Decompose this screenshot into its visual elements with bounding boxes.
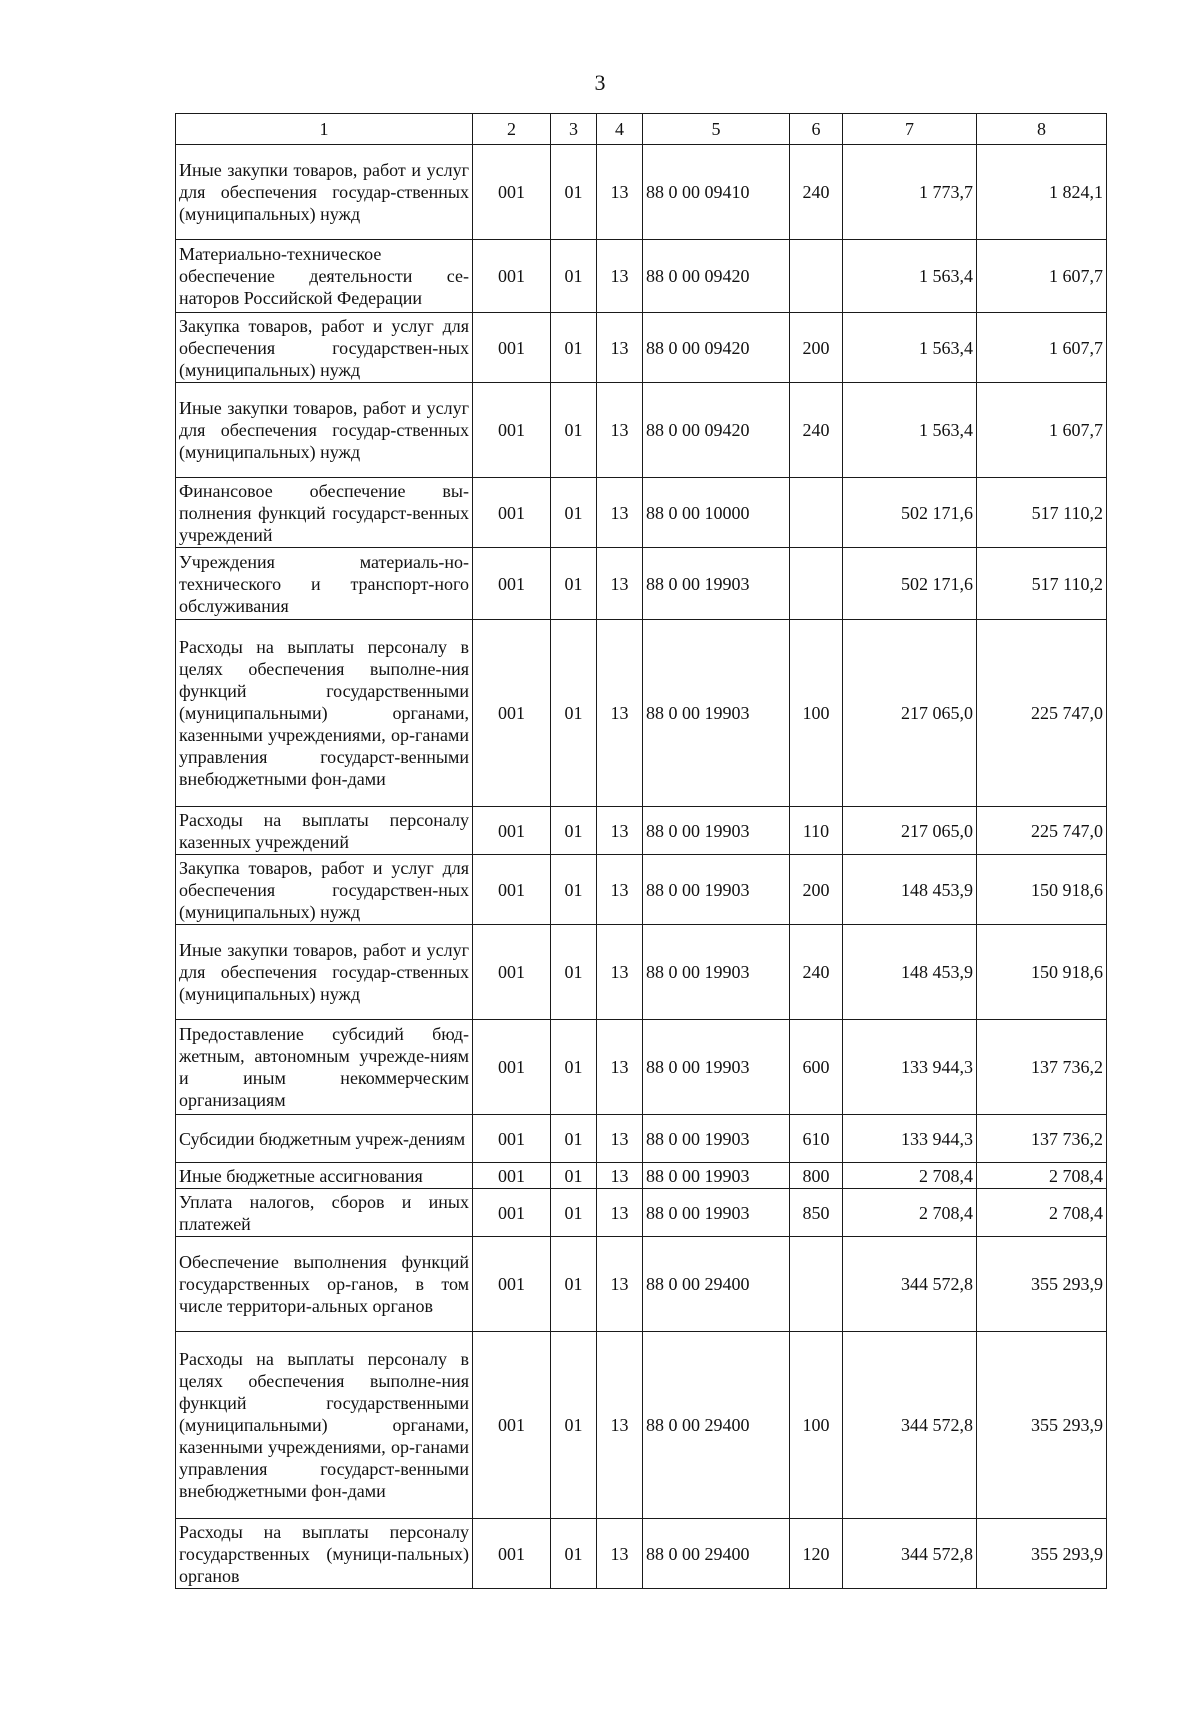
ministry-code-cell: 001	[473, 145, 551, 240]
amount-cell-col7: 502 171,6	[843, 478, 977, 548]
amount-cell-col8: 137 736,2	[977, 1115, 1107, 1163]
subsection-code-cell: 13	[597, 1163, 643, 1189]
expense-type-cell: 850	[790, 1189, 843, 1237]
subsection-code-cell: 13	[597, 1189, 643, 1237]
amount-cell-col8: 517 110,2	[977, 548, 1107, 620]
row-name-cell: Закупка товаров, работ и услуг для обеспечения государствен-ных (муниципальных) нужд	[176, 855, 473, 925]
section-code-cell: 01	[551, 1189, 597, 1237]
expense-type-cell	[790, 478, 843, 548]
row-name-cell: Расходы на выплаты персоналу казенных учреждений	[176, 807, 473, 855]
row-name-cell: Предоставление субсидий бюд-жетным, автономным учрежде-ниям и иным некоммерческим организациям	[176, 1020, 473, 1115]
amount-cell-col8: 225 747,0	[977, 807, 1107, 855]
target-article-cell: 88 0 00 09420	[643, 313, 790, 383]
amount-cell-col7: 148 453,9	[843, 925, 977, 1020]
target-article-cell: 88 0 00 19903	[643, 1020, 790, 1115]
target-article-cell: 88 0 00 09420	[643, 383, 790, 478]
table-row	[176, 1163, 1107, 1189]
section-code-cell: 01	[551, 925, 597, 1020]
ministry-code-cell: 001	[473, 1163, 551, 1189]
section-code-cell: 01	[551, 807, 597, 855]
column-header: 5	[643, 114, 790, 145]
expense-type-cell: 200	[790, 855, 843, 925]
table-row	[176, 383, 1107, 478]
column-header: 2	[473, 114, 551, 145]
expense-type-cell: 240	[790, 925, 843, 1020]
section-code-cell: 01	[551, 1115, 597, 1163]
expense-type-cell	[790, 240, 843, 313]
ministry-code-cell: 001	[473, 1519, 551, 1589]
column-header: 4	[597, 114, 643, 145]
section-code-cell: 01	[551, 620, 597, 807]
row-name-cell: Финансовое обеспечение вы-полнения функций государст-венных учреждений	[176, 478, 473, 548]
section-code-cell: 01	[551, 383, 597, 478]
table-row	[176, 1115, 1107, 1163]
target-article-cell: 88 0 00 19903	[643, 620, 790, 807]
row-name-cell: Иные закупки товаров, работ и услуг для обеспечения государ-ственных (муниципальных) нужд	[176, 145, 473, 240]
ministry-code-cell: 001	[473, 383, 551, 478]
amount-cell-col7: 2 708,4	[843, 1163, 977, 1189]
ministry-code-cell: 001	[473, 1332, 551, 1519]
amount-cell-col7: 217 065,0	[843, 807, 977, 855]
column-header: 6	[790, 114, 843, 145]
subsection-code-cell: 13	[597, 383, 643, 478]
amount-cell-col8: 2 708,4	[977, 1189, 1107, 1237]
expense-type-cell: 100	[790, 1332, 843, 1519]
amount-cell-col7: 148 453,9	[843, 855, 977, 925]
section-code-cell: 01	[551, 1519, 597, 1589]
target-article-cell: 88 0 00 29400	[643, 1237, 790, 1332]
row-name-cell: Иные закупки товаров, работ и услуг для обеспечения государ-ственных (муниципальных) нужд	[176, 925, 473, 1020]
subsection-code-cell: 13	[597, 478, 643, 548]
amount-cell-col8: 1 607,7	[977, 383, 1107, 478]
row-name-cell: Расходы на выплаты персоналу в целях обеспечения выполне-ния функций государственными (муниципальными) органами, казенными учреждениями, ор-ганами управления государст-венными внебюджетными фон-дами	[176, 1332, 473, 1519]
expense-type-cell: 600	[790, 1020, 843, 1115]
target-article-cell: 88 0 00 19903	[643, 807, 790, 855]
table-body	[176, 145, 1107, 1589]
target-article-cell: 88 0 00 19903	[643, 548, 790, 620]
amount-cell-col8: 517 110,2	[977, 478, 1107, 548]
page-number: 3	[594, 70, 606, 95]
table-row	[176, 313, 1107, 383]
subsection-code-cell: 13	[597, 1237, 643, 1332]
section-code-cell: 01	[551, 1020, 597, 1115]
table-header-row	[176, 114, 1107, 145]
ministry-code-cell: 001	[473, 1115, 551, 1163]
section-code-cell: 01	[551, 478, 597, 548]
table-row	[176, 145, 1107, 240]
subsection-code-cell: 13	[597, 1115, 643, 1163]
amount-cell-col8: 150 918,6	[977, 855, 1107, 925]
column-header: 1	[176, 114, 473, 145]
section-code-cell: 01	[551, 145, 597, 240]
ministry-code-cell: 001	[473, 1020, 551, 1115]
expense-type-cell	[790, 548, 843, 620]
ministry-code-cell: 001	[473, 478, 551, 548]
subsection-code-cell: 13	[597, 807, 643, 855]
table-row	[176, 855, 1107, 925]
expense-type-cell	[790, 1237, 843, 1332]
amount-cell-col8: 1 824,1	[977, 145, 1107, 240]
row-name-cell: Закупка товаров, работ и услуг для обеспечения государствен-ных (муниципальных) нужд	[176, 313, 473, 383]
row-name-cell: Расходы на выплаты персоналу государственных (муници-пальных) органов	[176, 1519, 473, 1589]
column-header: 3	[551, 114, 597, 145]
subsection-code-cell: 13	[597, 1020, 643, 1115]
amount-cell-col7: 2 708,4	[843, 1189, 977, 1237]
amount-cell-col7: 133 944,3	[843, 1115, 977, 1163]
amount-cell-col7: 217 065,0	[843, 620, 977, 807]
amount-cell-col8: 355 293,9	[977, 1237, 1107, 1332]
amount-cell-col8: 355 293,9	[977, 1519, 1107, 1589]
amount-cell-col7: 1 563,4	[843, 383, 977, 478]
amount-cell-col8: 355 293,9	[977, 1332, 1107, 1519]
target-article-cell: 88 0 00 19903	[643, 925, 790, 1020]
subsection-code-cell: 13	[597, 1519, 643, 1589]
table-row	[176, 1332, 1107, 1519]
table-row	[176, 1237, 1107, 1332]
subsection-code-cell: 13	[597, 1332, 643, 1519]
column-header: 7	[843, 114, 977, 145]
amount-cell-col8: 1 607,7	[977, 240, 1107, 313]
amount-cell-col8: 2 708,4	[977, 1163, 1107, 1189]
section-code-cell: 01	[551, 855, 597, 925]
ministry-code-cell: 001	[473, 240, 551, 313]
target-article-cell: 88 0 00 19903	[643, 1163, 790, 1189]
expense-type-cell: 240	[790, 383, 843, 478]
table-row	[176, 1189, 1107, 1237]
expense-type-cell: 200	[790, 313, 843, 383]
target-article-cell: 88 0 00 19903	[643, 1115, 790, 1163]
ministry-code-cell: 001	[473, 855, 551, 925]
amount-cell-col8: 1 607,7	[977, 313, 1107, 383]
row-name-cell: Учреждения материаль-но-технического и транспорт-ного обслуживания	[176, 548, 473, 620]
amount-cell-col8: 225 747,0	[977, 620, 1107, 807]
target-article-cell: 88 0 00 09420	[643, 240, 790, 313]
ministry-code-cell: 001	[473, 925, 551, 1020]
subsection-code-cell: 13	[597, 925, 643, 1020]
target-article-cell: 88 0 00 29400	[643, 1332, 790, 1519]
section-code-cell: 01	[551, 1237, 597, 1332]
section-code-cell: 01	[551, 240, 597, 313]
amount-cell-col7: 1 773,7	[843, 145, 977, 240]
row-name-cell: Обеспечение выполнения функций государственных ор-ганов, в том числе территори-альных органов	[176, 1237, 473, 1332]
subsection-code-cell: 13	[597, 855, 643, 925]
subsection-code-cell: 13	[597, 548, 643, 620]
ministry-code-cell: 001	[473, 548, 551, 620]
amount-cell-col7: 502 171,6	[843, 548, 977, 620]
table-row	[176, 807, 1107, 855]
row-name-cell: Иные бюджетные ассигнования	[176, 1163, 473, 1189]
column-header: 8	[977, 114, 1107, 145]
target-article-cell: 88 0 00 29400	[643, 1519, 790, 1589]
amount-cell-col8: 150 918,6	[977, 925, 1107, 1020]
section-code-cell: 01	[551, 548, 597, 620]
row-name-cell: Субсидии бюджетным учреж-дениям	[176, 1115, 473, 1163]
table-row	[176, 240, 1107, 313]
ministry-code-cell: 001	[473, 1237, 551, 1332]
section-code-cell: 01	[551, 1163, 597, 1189]
expense-type-cell: 800	[790, 1163, 843, 1189]
expense-type-cell: 240	[790, 145, 843, 240]
section-code-cell: 01	[551, 313, 597, 383]
expense-type-cell: 110	[790, 807, 843, 855]
row-name-cell: Иные закупки товаров, работ и услуг для обеспечения государ-ственных (муниципальных) нужд	[176, 383, 473, 478]
amount-cell-col7: 133 944,3	[843, 1020, 977, 1115]
row-name-cell: Расходы на выплаты персоналу в целях обеспечения выполне-ния функций государственными (муниципальными) органами, казенными учреждениями, ор-ганами управления государст-венными внебюджетными фон-дами	[176, 620, 473, 807]
row-name-cell: Уплата налогов, сборов и иных платежей	[176, 1189, 473, 1237]
row-name-cell: Материально-техническое обеспечение деятельности се-наторов Российской Федерации	[176, 240, 473, 313]
subsection-code-cell: 13	[597, 620, 643, 807]
table-row	[176, 925, 1107, 1020]
target-article-cell: 88 0 00 10000	[643, 478, 790, 548]
expense-type-cell: 120	[790, 1519, 843, 1589]
amount-cell-col8: 137 736,2	[977, 1020, 1107, 1115]
table-row	[176, 478, 1107, 548]
amount-cell-col7: 1 563,4	[843, 313, 977, 383]
expense-type-cell: 100	[790, 620, 843, 807]
table-row	[176, 548, 1107, 620]
amount-cell-col7: 344 572,8	[843, 1519, 977, 1589]
amount-cell-col7: 344 572,8	[843, 1237, 977, 1332]
budget-table	[175, 113, 1107, 1589]
ministry-code-cell: 001	[473, 313, 551, 383]
expense-type-cell: 610	[790, 1115, 843, 1163]
section-code-cell: 01	[551, 1332, 597, 1519]
target-article-cell: 88 0 00 19903	[643, 855, 790, 925]
amount-cell-col7: 344 572,8	[843, 1332, 977, 1519]
table-row	[176, 620, 1107, 807]
subsection-code-cell: 13	[597, 313, 643, 383]
ministry-code-cell: 001	[473, 807, 551, 855]
amount-cell-col7: 1 563,4	[843, 240, 977, 313]
target-article-cell: 88 0 00 19903	[643, 1189, 790, 1237]
table-row	[176, 1020, 1107, 1115]
table-row	[176, 1519, 1107, 1589]
subsection-code-cell: 13	[597, 145, 643, 240]
ministry-code-cell: 001	[473, 620, 551, 807]
subsection-code-cell: 13	[597, 240, 643, 313]
target-article-cell: 88 0 00 09410	[643, 145, 790, 240]
ministry-code-cell: 001	[473, 1189, 551, 1237]
